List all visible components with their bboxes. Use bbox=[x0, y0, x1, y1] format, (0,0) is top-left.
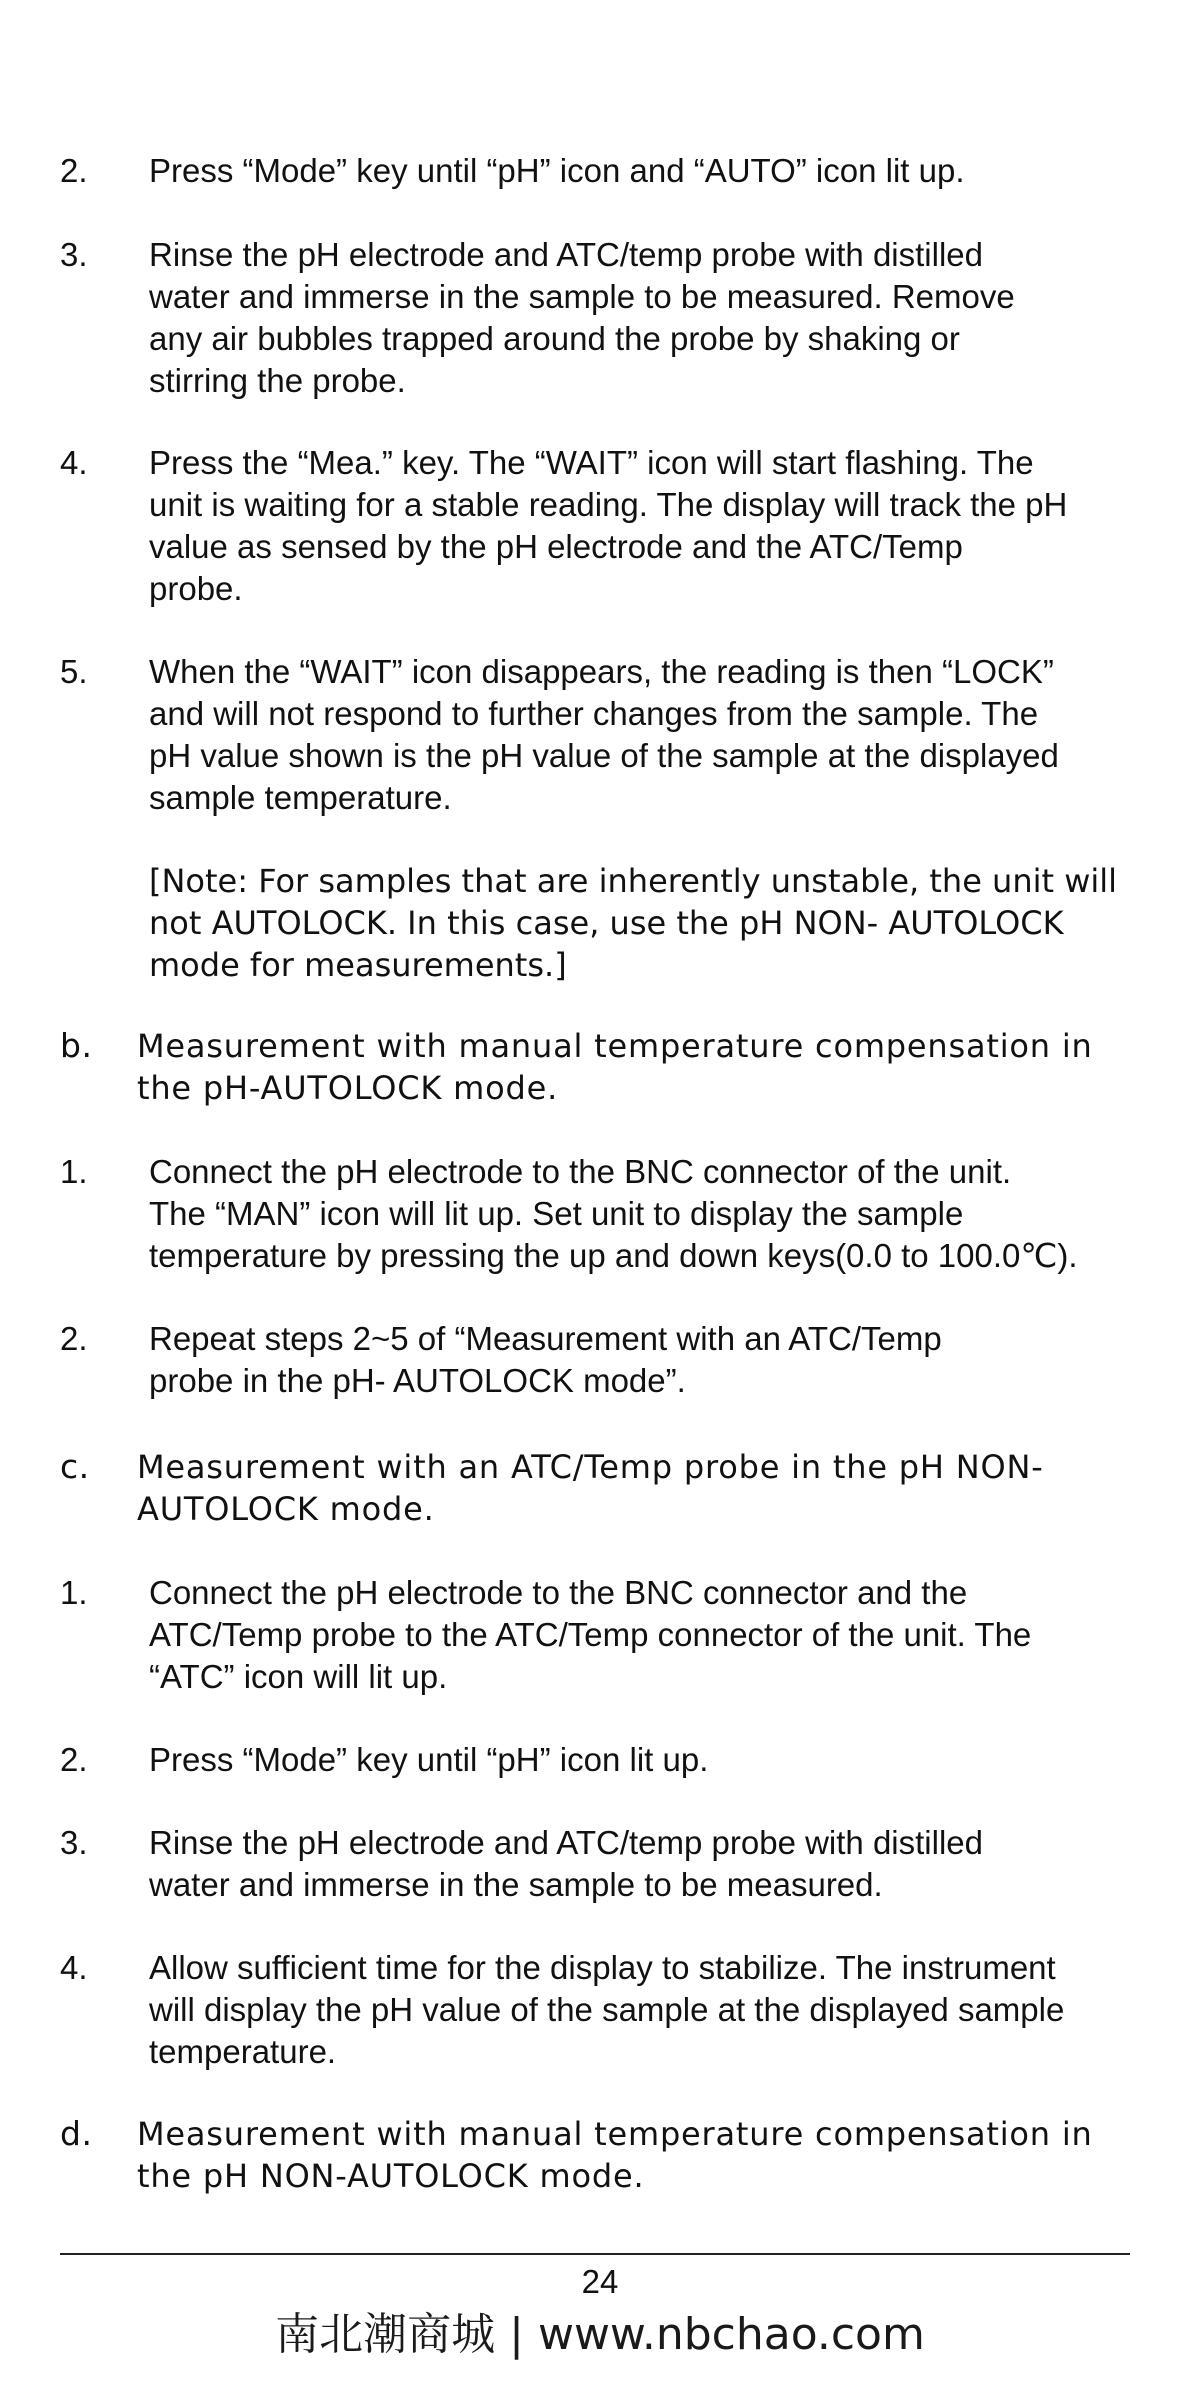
step-text: Press “Mode” key until “pH” icon and “AUTO” icon lit up. bbox=[149, 152, 965, 189]
section-title: Measurement with manual temperature compensation in the pH NON-AUTOLOCK mode. bbox=[137, 2115, 1093, 2195]
step-number: 3. bbox=[60, 236, 88, 273]
step-text: Rinse the pH electrode and ATC/temp probe with distilled water and immerse in the sample to be measured. Remove any air bubbles trapped around the probe by shaking or stirring the probe. bbox=[149, 236, 1015, 399]
step-text: Press “Mode” key until “pH” icon lit up. bbox=[149, 1741, 709, 1778]
section-letter: b. bbox=[60, 1026, 93, 1065]
site-watermark: 南北潮商城 | www.nbchao.com bbox=[275, 2309, 925, 2360]
step-number: 4. bbox=[60, 1949, 88, 1986]
step-number: 3. bbox=[60, 1824, 88, 1861]
step-text: Connect the pH electrode to the BNC connector and the ATC/Temp probe to the ATC/Temp connector of the unit. The “ATC” icon will lit up. bbox=[149, 1574, 1032, 1695]
step-number: 4. bbox=[60, 444, 88, 481]
section-letter: c. bbox=[60, 1447, 90, 1486]
step-number: 2. bbox=[60, 152, 88, 189]
section-title: Measurement with an ATC/Temp probe in the pH NON- AUTOLOCK mode. bbox=[137, 1448, 1044, 1528]
footer-divider bbox=[60, 2253, 1130, 2255]
step-number: 5. bbox=[60, 653, 88, 690]
step-number: 1. bbox=[60, 1153, 88, 1190]
section-title: Measurement with manual temperature compensation in the pH-AUTOLOCK mode. bbox=[137, 1027, 1093, 1107]
note-autolock: [Note: For samples that are inherently unstable, the unit will not AUTOLOCK. In this case, use the pH NON- AUTOLOCK mode for measurements.] bbox=[149, 862, 1118, 984]
section-letter: d. bbox=[60, 2114, 93, 2153]
step-number: 2. bbox=[60, 1320, 88, 1357]
step-text: Allow sufficient time for the display to stabilize. The instrument will display the pH value of the sample at the displayed sample temperature. bbox=[149, 1949, 1065, 2070]
step-text: Press the “Mea.” key. The “WAIT” icon will start flashing. The unit is waiting for a stable reading. The display will track the pH value as sensed by the pH electrode and the ATC/Temp probe. bbox=[149, 444, 1068, 607]
step-number: 1. bbox=[60, 1574, 88, 1611]
step-text: Repeat steps 2~5 of “Measurement with an ATC/Temp probe in the pH- AUTOLOCK mode”. bbox=[149, 1320, 942, 1399]
step-number: 2. bbox=[60, 1741, 88, 1778]
step-text: Rinse the pH electrode and ATC/temp probe with distilled water and immerse in the sample to be measured. bbox=[149, 1824, 983, 1903]
step-text: When the “WAIT” icon disappears, the reading is then “LOCK” and will not respond to further changes from the sample. The pH value shown is the pH value of the sample at the displayed sample temperature. bbox=[149, 653, 1059, 816]
step-text: Connect the pH electrode to the BNC connector of the unit. The “MAN” icon will lit up. Set unit to display the sample temperature by pressing the up and down keys(0.0 to 100.0℃). bbox=[149, 1153, 1078, 1274]
page-number: 24 bbox=[581, 2263, 619, 2300]
